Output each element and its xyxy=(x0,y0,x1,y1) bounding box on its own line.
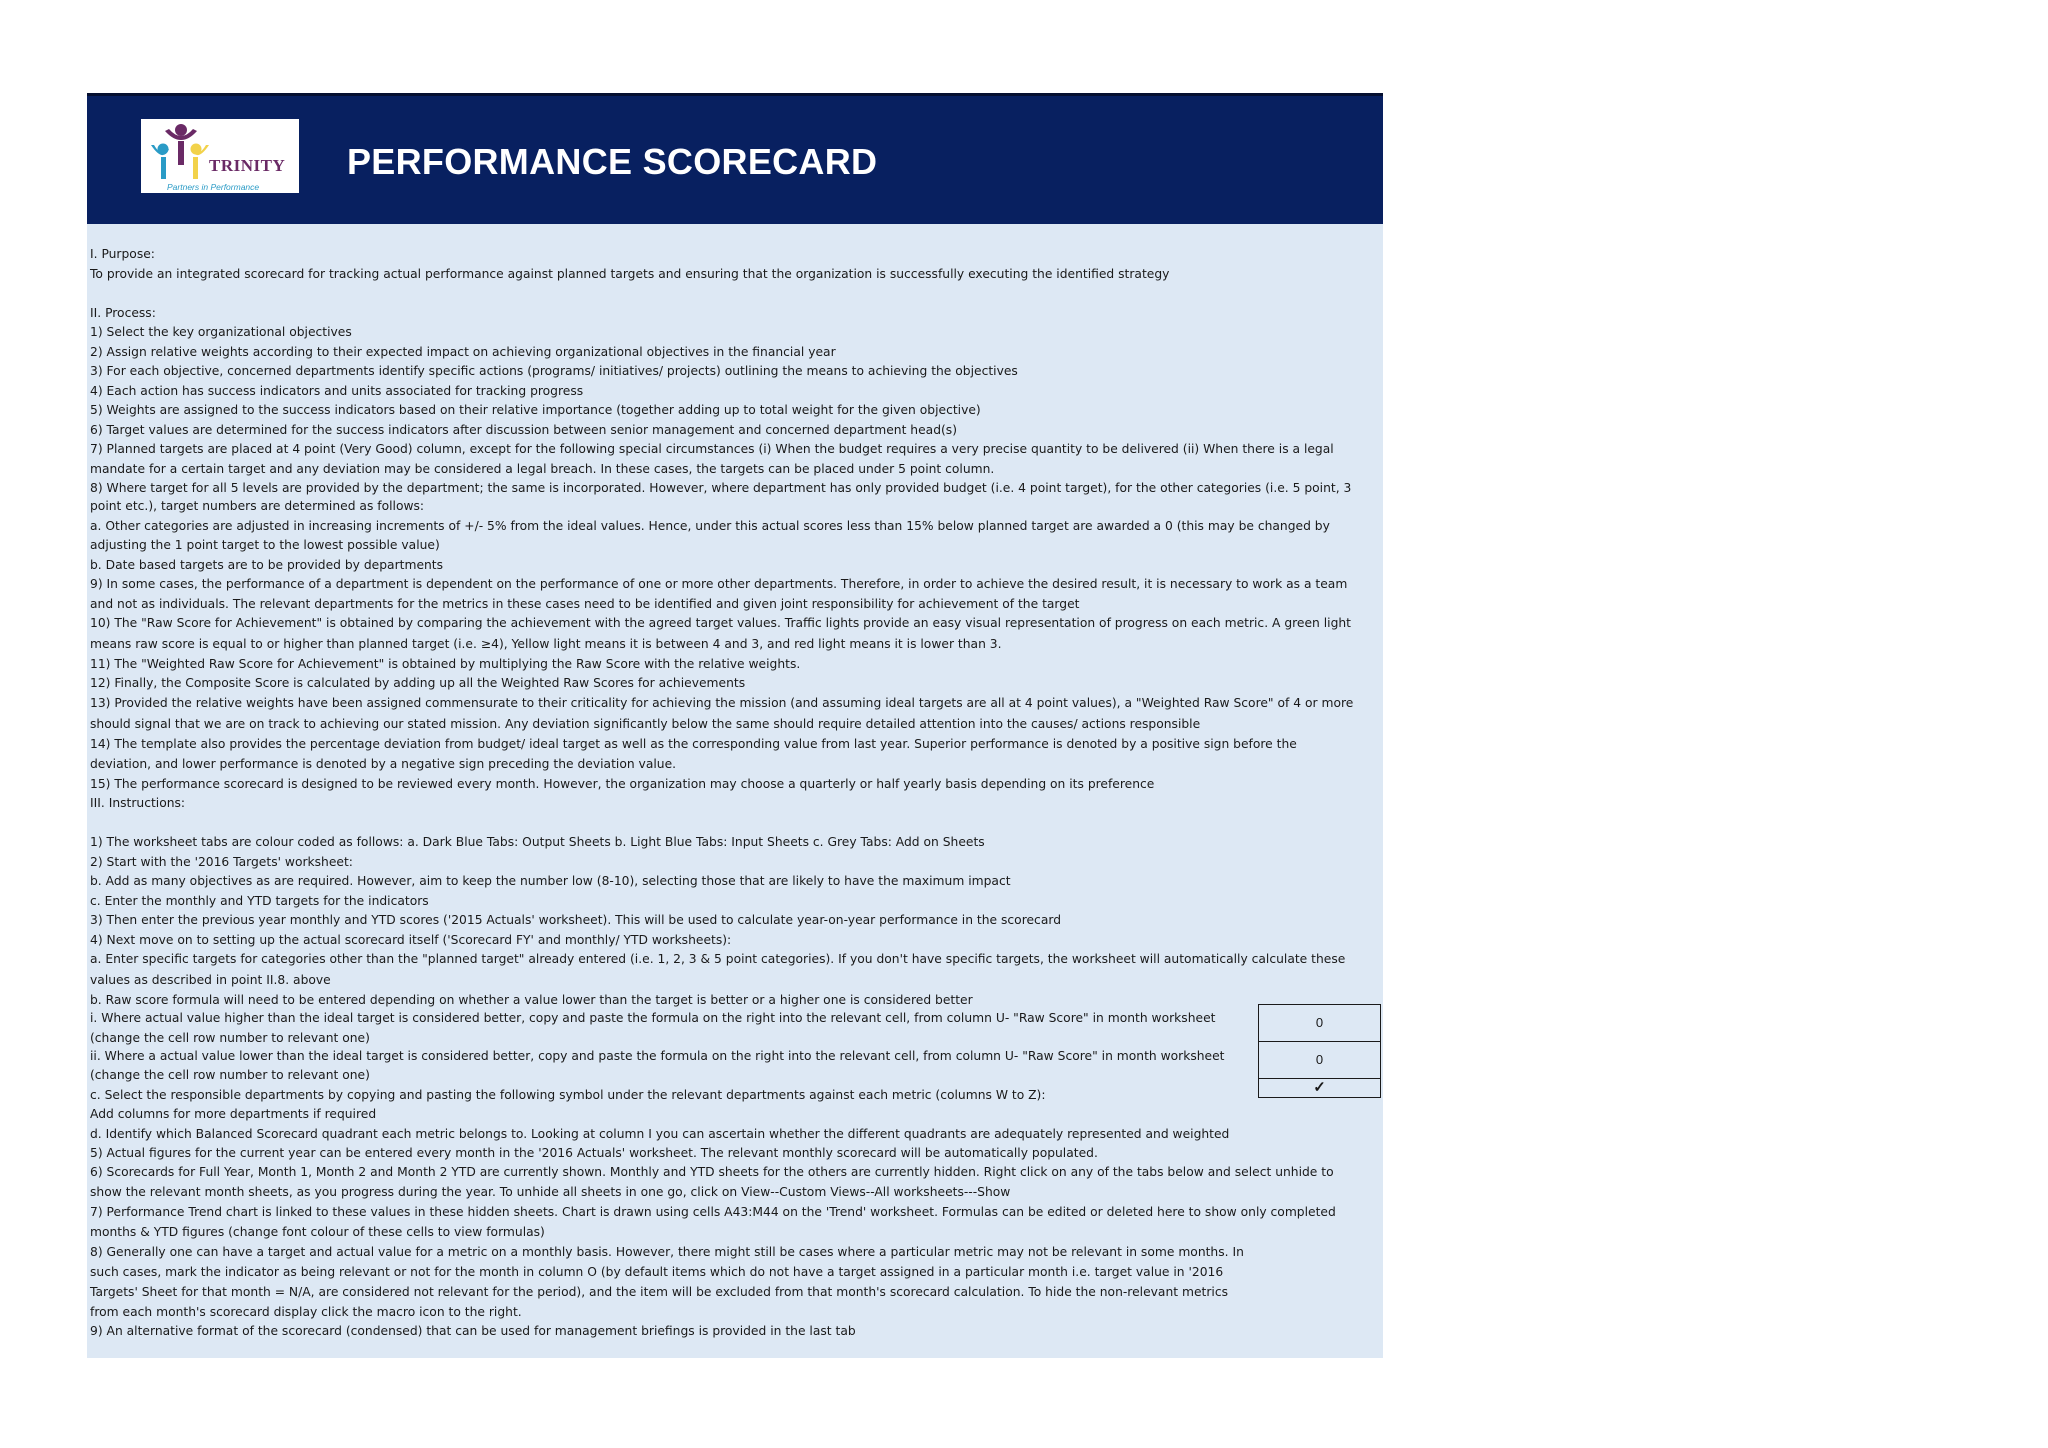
instruction-line: I. Purpose: xyxy=(90,247,155,261)
instruction-line: 13) Provided the relative weights have been assigned commensurate to their criticality for achieving the mission (and assuming ideal targets are all at 4 point values), a "Weighted Raw Score" of 4 or more xyxy=(90,695,1354,710)
instruction-line: c. Enter the monthly and YTD targets for the indicators xyxy=(90,893,429,908)
instruction-line: should signal that we are on track to achieving our stated mission. Any deviation significantly below the same should require detailed attention into the causes/ actions responsible xyxy=(90,717,1201,731)
instruction-line: III. Instructions: xyxy=(90,796,186,810)
instruction-line: 6) Scorecards for Full Year, Month 1, Month 2 and Month 2 YTD are currently shown. Monthly and YTD sheets for the others are currently hidden. Right click on any of the tabs below and select unhide to xyxy=(90,1165,1334,1179)
instruction-line: 12) Finally, the Composite Score is calculated by adding up all the Weighted Raw Scores for achievements xyxy=(90,676,746,690)
page-title: PERFORMANCE SCORECARD xyxy=(347,141,878,182)
instruction-line: deviation, and lower performance is denoted by a negative sign preceding the deviation value. xyxy=(90,757,677,771)
instruction-line: (change the cell row number to relevant one) xyxy=(90,1030,370,1045)
department-symbol-cell[interactable] xyxy=(1258,1078,1381,1098)
instruction-line: 2) Assign relative weights according to their expected impact on achieving organizational objectives in the financial year xyxy=(90,344,836,359)
instruction-line: b. Raw score formula will need to be entered depending on whether a value lower than the target is better or a higher one is considered better xyxy=(90,992,973,1007)
instruction-line: (change the cell row number to relevant one) xyxy=(90,1068,370,1082)
instruction-line: 14) The template also provides the percentage deviation from budget/ ideal target as well as the corresponding value from last year. Superior performance is denoted by a positive sign before the xyxy=(90,736,1297,751)
instruction-line: To provide an integrated scorecard for tracking actual performance against planned targets and ensuring that the organization is successfully executing the identified strategy xyxy=(90,266,1170,281)
instruction-line: 8) Where target for all 5 levels are provided by the department; the same is incorporated. However, where department has only provided budget (i.e. 4 point target), for the other categories (i.e. 5 point, 3 xyxy=(90,481,1352,495)
instruction-line: and not as individuals. The relevant departments for the metrics in these cases need to be identified and given joint responsibility for achievement of the target xyxy=(90,596,1080,611)
logo-tagline: Partners in Performance xyxy=(167,182,260,192)
instruction-line: values as described in point II.8. above xyxy=(90,973,331,987)
instruction-line: 6) Target values are determined for the success indicators after discussion between senior management and concerned department head(s) xyxy=(90,422,958,437)
instruction-line: ii. Where a actual value lower than the ideal target is considered better, copy and paste the formula on the right into the relevant cell, from column U- "Raw Score" in month worksheet xyxy=(90,1049,1225,1063)
formula-cell-value: 0 xyxy=(1315,1015,1324,1030)
instruction-line: 7) Performance Trend chart is linked to these values in these hidden sheets. Chart is drawn using cells A43:M44 on the 'Trend' worksheet. Formulas can be edited or deleted here to show only completed xyxy=(90,1204,1336,1219)
instructions-sheet xyxy=(87,93,1383,1358)
instruction-line: 9) An alternative format of the scorecard (condensed) that can be used for management briefings is provided in the last tab xyxy=(90,1324,856,1338)
logo-name: TRINITY xyxy=(209,156,286,175)
instruction-line: 1) Select the key organizational objectives xyxy=(90,325,352,339)
instruction-line: 11) The "Weighted Raw Score for Achievement" is obtained by multiplying the Raw Score with the relative weights. xyxy=(90,656,801,671)
instruction-line: such cases, mark the indicator as being relevant or not for the month in column O (by default items which do not have a target assigned in a particular month i.e. target value in '2016 xyxy=(90,1265,1224,1279)
instruction-line: mandate for a certain target and any deviation may be considered a legal breach. In these cases, the targets can be placed under 5 point column. xyxy=(90,461,995,476)
instruction-line: 3) For each objective, concerned departments identify specific actions (programs/ initiatives/ projects) outlining the means to achieving the objectives xyxy=(90,364,1018,378)
instruction-line: means raw score is equal to or higher than planned target (i.e. ≥4), Yellow light means it is between 4 and 3, and red light means it is lower than 3. xyxy=(90,637,1002,651)
instruction-line: a. Enter specific targets for categories other than the "planned target" already entered (i.e. 1, 2, 3 & 5 point categories). If you don't have specific targets, the worksheet will automatically calculate these xyxy=(90,952,1346,966)
instruction-line: adjusting the 1 point target to the lowest possible value) xyxy=(90,538,440,552)
instruction-line: 8) Generally one can have a target and actual value for a metric on a monthly basis. However, there might still be cases where a particular metric may not be relevant in some months. In xyxy=(90,1244,1244,1259)
instruction-line: b. Date based targets are to be provided by departments xyxy=(90,557,444,572)
instruction-line: b. Add as many objectives as are required. However, aim to keep the number low (8-10), selecting those that are likely to have the maximum impact xyxy=(90,874,1011,888)
instruction-line: 1) The worksheet tabs are colour coded as follows: a. Dark Blue Tabs: Output Sheets b. Light Blue Tabs: Input Sheets c. Grey Tabs: Add on Sheets xyxy=(90,835,985,849)
instruction-line: a. Other categories are adjusted in increasing increments of +/- 5% from the ideal values. Hence, under this actual scores less than 15% below planned target are awarded a 0 (this may be changed by xyxy=(90,518,1330,533)
instruction-line: 5) Weights are assigned to the success indicators based on their relative importance (together adding up to total weight for the given objective) xyxy=(90,403,981,417)
instruction-line: months & YTD figures (change font colour of these cells to view formulas) xyxy=(90,1225,545,1239)
instruction-line: II. Process: xyxy=(90,305,156,320)
instruction-line: 3) Then enter the previous year monthly and YTD scores ('2015 Actuals' worksheet). This will be used to calculate year-on-year performance in the scorecard xyxy=(90,913,1061,927)
formula-cell-lower-better[interactable] xyxy=(1258,1041,1381,1079)
trinity-logo xyxy=(141,119,299,193)
instruction-line: Add columns for more departments if required xyxy=(90,1107,377,1121)
instruction-line: 5) Actual figures for the current year can be entered every month in the '2016 Actuals' worksheet. The relevant monthly scorecard will be automatically populated. xyxy=(90,1145,1098,1160)
instruction-line: from each month's scorecard display click the macro icon to the right. xyxy=(90,1304,522,1319)
formula-cell-higher-better[interactable] xyxy=(1258,1004,1381,1042)
instruction-line: 15) The performance scorecard is designed to be reviewed every month. However, the organization may choose a quarterly or half yearly basis depending on its preference xyxy=(90,776,1155,791)
formula-cell-value: 0 xyxy=(1315,1052,1324,1067)
instruction-line: i. Where actual value higher than the ideal target is considered better, copy and paste the formula on the right into the relevant cell, from column U- "Raw Score" in month worksheet xyxy=(90,1011,1216,1025)
instruction-line: 4) Next move on to setting up the actual scorecard itself ('Scorecard FY' and monthly/ YTD worksheets): xyxy=(90,932,732,947)
checkmark-icon: ✓ xyxy=(1313,1079,1326,1096)
instruction-line: 9) In some cases, the performance of a department is dependent on the performance of one or more other departments. Therefore, in order to achieve the desired result, it is necessary to work as a team xyxy=(90,577,1348,591)
instruction-line: point etc.), target numbers are determined as follows: xyxy=(90,499,425,513)
instruction-line: d. Identify which Balanced Scorecard quadrant each metric belongs to. Looking at column I you can ascertain whether the different quadrants are adequately represented and weighted xyxy=(90,1126,1230,1141)
instruction-line: 4) Each action has success indicators and units associated for tracking progress xyxy=(90,383,584,398)
instruction-line: 7) Planned targets are placed at 4 point (Very Good) column, except for the following special circumstances (i) When the budget requires a very precise quantity to be delivered (ii) When there is a legal xyxy=(90,442,1334,456)
instruction-line: Targets' Sheet for that month = N/A, are considered not relevant for the period), and the item will be excluded from that month's scorecard calculation. To hide the non-relevant metrics xyxy=(90,1285,1228,1299)
instruction-line: 10) The "Raw Score for Achievement" is obtained by comparing the achievement with the agreed target values. Traffic lights provide an easy visual representation of progress on each metric. A green light xyxy=(90,616,1352,630)
header-banner xyxy=(87,93,1383,224)
instruction-line: c. Select the responsible departments by copying and pasting the following symbol under the relevant departments against each metric (columns W to Z): xyxy=(90,1087,1046,1102)
instruction-line: 2) Start with the '2016 Targets' worksheet: xyxy=(90,854,353,869)
instruction-line: show the relevant month sheets, as you progress during the year. To unhide all sheets in one go, click on View--Custom Views--All worksheets---Show xyxy=(90,1185,1011,1199)
